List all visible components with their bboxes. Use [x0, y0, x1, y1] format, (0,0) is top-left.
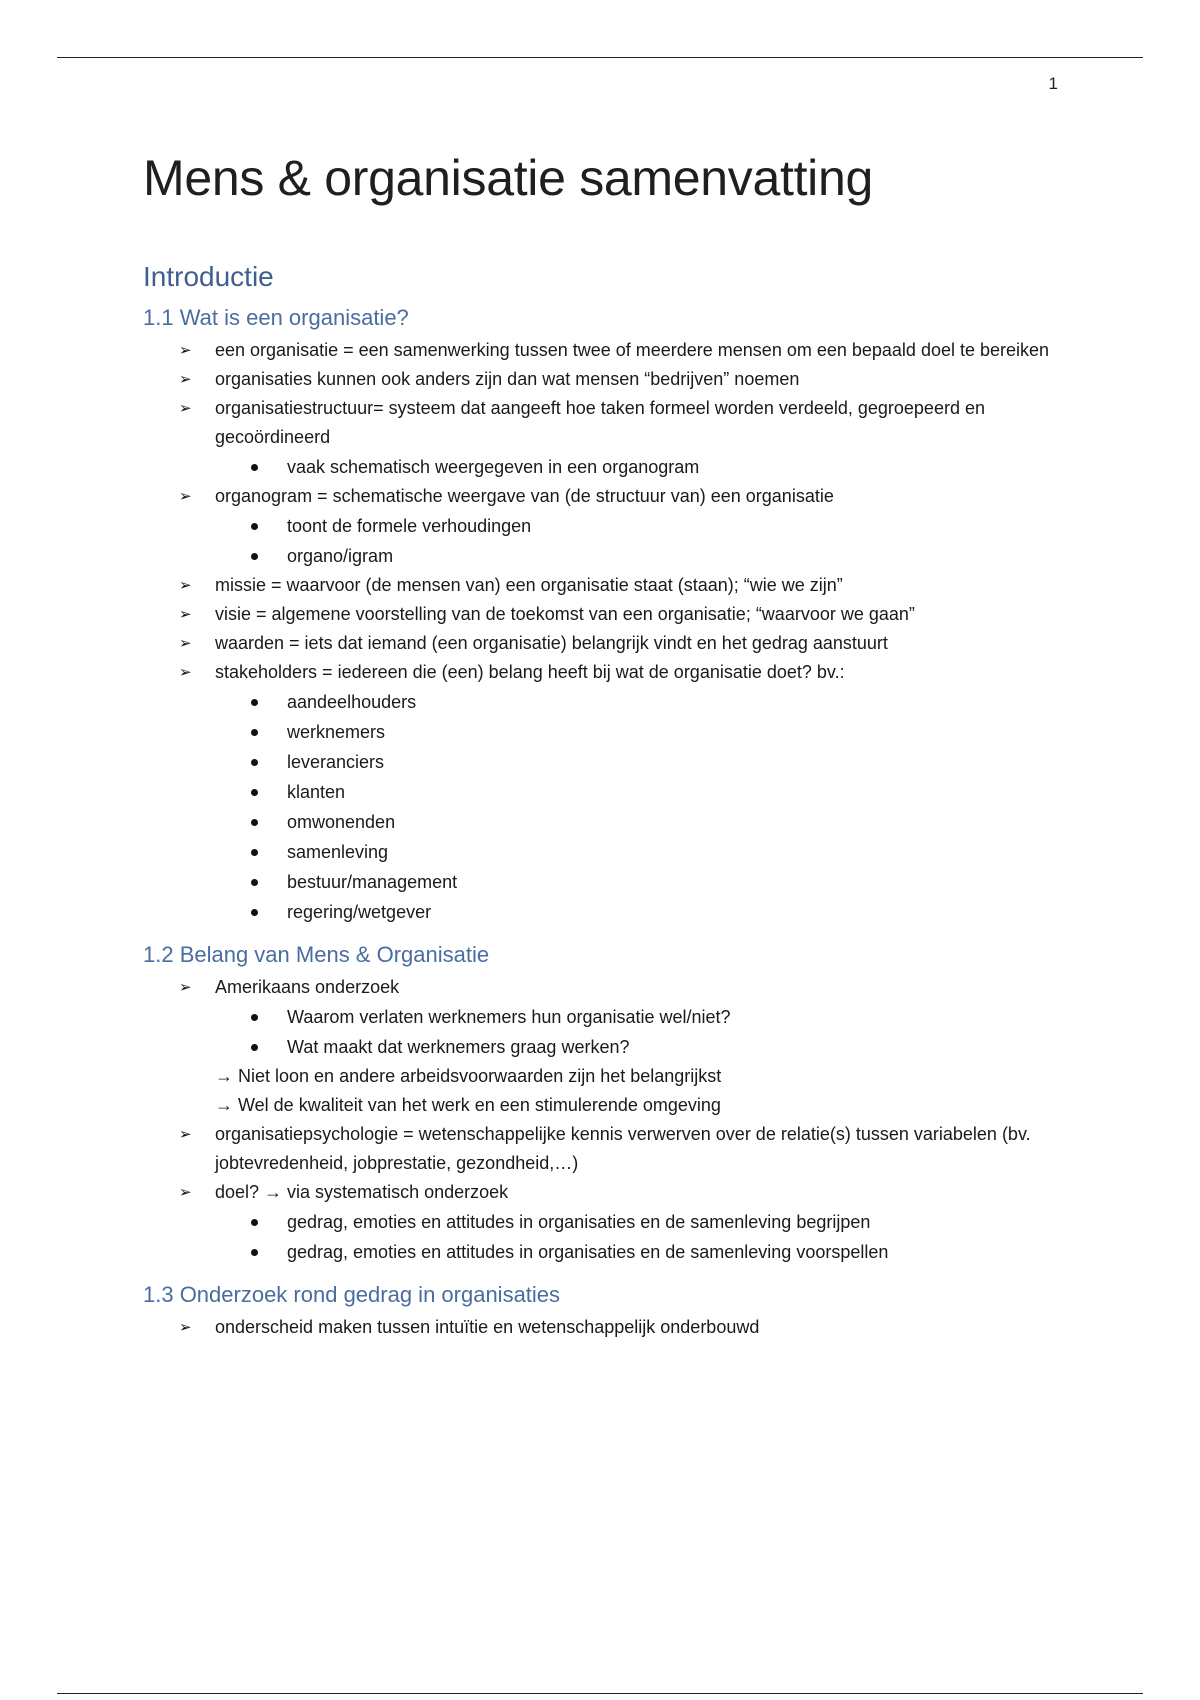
list-item: [179, 658, 1063, 927]
dot-bullet-icon: [251, 1014, 258, 1021]
list-item: [179, 973, 1063, 1120]
sublist: [215, 1207, 1063, 1267]
arrowhead-bullet-icon: ➢: [179, 1184, 192, 1201]
sublist-item-text: omwonenden: [287, 812, 396, 832]
sublist-item-text: leveranciers: [287, 752, 385, 772]
dot-bullet-icon: [251, 759, 258, 766]
list-item-text: doel? → via systematisch onderzoek: [215, 1182, 509, 1202]
subsection-heading-1-2: 1.2 Belang van Mens & Organisatie: [143, 942, 490, 967]
subsection-heading-1-1: 1.1 Wat is een organisatie?: [143, 305, 409, 330]
arrowhead-bullet-icon: ➢: [179, 400, 192, 417]
footer-rule: [57, 1693, 1143, 1694]
sublist-stakeholders: [215, 687, 1063, 927]
dot-bullet-icon: [251, 699, 258, 706]
page-number: 1: [1048, 74, 1058, 93]
list-item: [179, 600, 1063, 629]
sublist-item-text: vaak schematisch weergegeven in een organogram: [287, 457, 700, 477]
sublist-item: [287, 541, 1063, 571]
sublist-item: [287, 452, 1063, 482]
sublist-item-text: klanten: [287, 782, 346, 802]
list-item-text: organisaties kunnen ook anders zijn dan wat mensen “bedrijven” noemen: [215, 369, 800, 389]
list-item: [179, 365, 1063, 394]
list-item: [179, 482, 1063, 571]
list-item: [179, 1178, 1063, 1267]
list-1-1: [143, 336, 1063, 927]
list-item: [179, 571, 1063, 600]
sublist-item: [287, 687, 1063, 717]
conclusion-line: → Niet loon en andere arbeidsvoorwaarden zijn het belangrijkst: [215, 1066, 722, 1086]
sublist-item: [287, 511, 1063, 541]
sublist: [215, 511, 1063, 571]
list-item-text: onderscheid maken tussen intuïtie en wetenschappelijk onderbouwd: [215, 1317, 760, 1337]
list-item-text: organogram = schematische weergave van (de structuur van) een organisatie: [215, 486, 834, 506]
sublist-item: [287, 747, 1063, 777]
sublist-item-text: werknemers: [287, 722, 386, 742]
sublist-item-text: Waarom verlaten werknemers hun organisatie wel/niet?: [287, 1007, 731, 1027]
arrowhead-bullet-icon: ➢: [179, 979, 192, 996]
arrowhead-bullet-icon: ➢: [179, 342, 192, 359]
arrowhead-bullet-icon: ➢: [179, 577, 192, 594]
sublist-item-text: aandeelhouders: [287, 692, 417, 712]
list-1-3: [143, 1313, 1063, 1342]
list-item-text: organisatiestructuur= systeem dat aangeeft hoe taken formeel worden verdeeld, gegroepeerd en gecoördineerd: [215, 398, 985, 447]
list-item-text: visie = algemene voorstelling van de toekomst van een organisatie; “waarvoor we gaan”: [215, 604, 915, 624]
list-item-text: stakeholders = iedereen die (een) belang heeft bij wat de organisatie doet? bv.:: [215, 662, 845, 682]
dot-bullet-icon: [251, 523, 258, 530]
list-item: [179, 629, 1063, 658]
document-title: Mens & organisatie samenvatting: [143, 150, 873, 206]
sublist-item-text: samenleving: [287, 842, 389, 862]
sublist-item: [287, 897, 1063, 927]
dot-bullet-icon: [251, 849, 258, 856]
arrowhead-bullet-icon: ➢: [179, 1319, 192, 1336]
list-item-text: waarden = iets dat iemand (een organisatie) belangrijk vindt en het gedrag aanstuurt: [215, 633, 888, 653]
conclusion-line: → Wel de kwaliteit van het werk en een stimulerende omgeving: [215, 1095, 721, 1115]
list-item: [179, 1120, 1063, 1178]
sublist-item: [287, 837, 1063, 867]
list-item-text: organisatiepsychologie = wetenschappelijke kennis verwerven over de relatie(s) tussen variabelen (bv. jobtevredenheid, jobprestatie, gezondheid,…): [215, 1124, 1031, 1173]
sublist-item-text: regering/wetgever: [287, 902, 432, 922]
arrowhead-bullet-icon: ➢: [179, 635, 192, 652]
list-item-text: missie = waarvoor (de mensen van) een organisatie staat (staan); “wie we zijn”: [215, 575, 843, 595]
arrowhead-bullet-icon: ➢: [179, 1126, 192, 1143]
sublist-item: [287, 1002, 1063, 1032]
dot-bullet-icon: [251, 909, 258, 916]
sublist-item: [287, 777, 1063, 807]
arrowhead-bullet-icon: ➢: [179, 371, 192, 388]
section-heading-introductie: Introductie: [143, 261, 274, 292]
sublist-item: [287, 807, 1063, 837]
list-item: [179, 336, 1063, 365]
list-item: [179, 1313, 1063, 1342]
dot-bullet-icon: [251, 1249, 258, 1256]
dot-bullet-icon: [251, 553, 258, 560]
sublist-item: [287, 1032, 1063, 1062]
arrowhead-bullet-icon: ➢: [179, 488, 192, 505]
sublist: [215, 452, 1063, 482]
subsection-heading-1-3: 1.3 Onderzoek rond gedrag in organisaties: [143, 1282, 561, 1307]
sublist-item: [287, 1237, 1063, 1267]
sublist: [215, 1002, 1063, 1062]
dot-bullet-icon: [251, 1219, 258, 1226]
sublist-item-text: gedrag, emoties en attitudes in organisaties en de samenleving voorspellen: [287, 1242, 889, 1262]
list-item-text: Amerikaans onderzoek: [215, 977, 400, 997]
sublist-item: [287, 867, 1063, 897]
document-body: [143, 148, 1063, 1342]
header-rule: [57, 57, 1143, 58]
list-item: [179, 394, 1063, 482]
sublist-item-text: gedrag, emoties en attitudes in organisaties en de samenleving begrijpen: [287, 1212, 871, 1232]
dot-bullet-icon: [251, 464, 258, 471]
sublist-item: [287, 717, 1063, 747]
dot-bullet-icon: [251, 819, 258, 826]
sublist-item: [287, 1207, 1063, 1237]
dot-bullet-icon: [251, 729, 258, 736]
dot-bullet-icon: [251, 879, 258, 886]
sublist-item-text: toont de formele verhoudingen: [287, 516, 532, 536]
list-1-2: [143, 973, 1063, 1267]
arrowhead-bullet-icon: ➢: [179, 664, 192, 681]
sublist-item-text: bestuur/management: [287, 872, 458, 892]
arrowhead-bullet-icon: ➢: [179, 606, 192, 623]
list-item-text: een organisatie = een samenwerking tussen twee of meerdere mensen om een bepaald doel te bereiken: [215, 340, 1050, 360]
sublist-item-text: organo/igram: [287, 546, 394, 566]
dot-bullet-icon: [251, 789, 258, 796]
dot-bullet-icon: [251, 1044, 258, 1051]
sublist-item-text: Wat maakt dat werknemers graag werken?: [287, 1037, 630, 1057]
